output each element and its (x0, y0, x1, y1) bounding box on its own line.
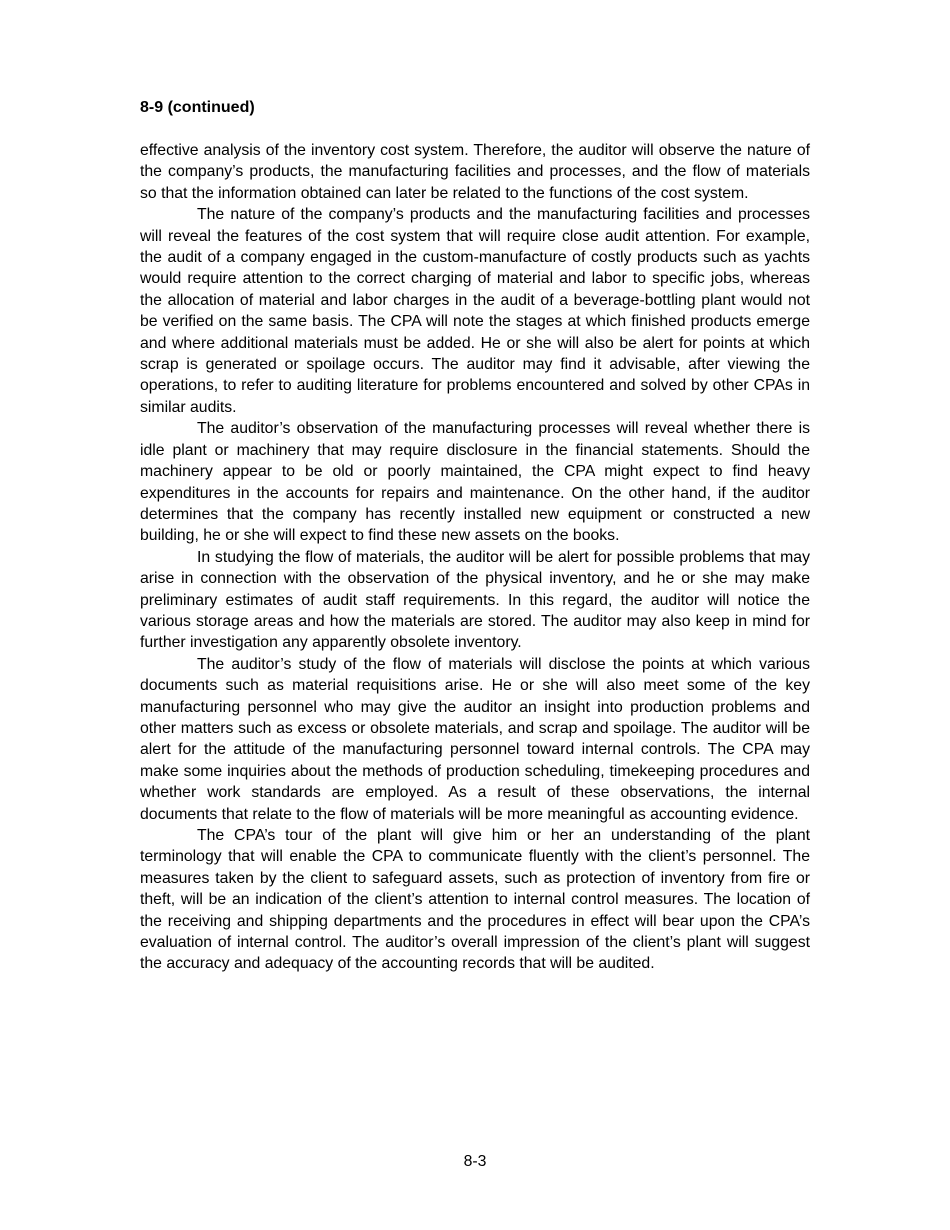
page-number: 8-3 (463, 1153, 487, 1170)
paragraph-flow-of-materials: In studying the flow of materials, the auditor will be alert for possible problems that may arise in connection with the observation of the physical inventory, and he or she may make preliminary estimates of audit staff requirements. In this regard, the auditor will notice the various storage areas and how the materials are stored. The auditor may also keep in mind for further investigation any apparently obsolete inventory. (140, 548, 810, 652)
paragraph-manufacturing-processes: The auditor’s observation of the manufacturing processes will reveal whether there is idle plant or machinery that may require disclosure in the financial statements. Should the machinery appear to be old or poorly maintained, the CPA might expect to find heavy expenditures in the accounts for repairs and maintenance. On the other hand, if the auditor determines that the company has recently installed new equipment or constructed a new building, he or she will expect to find these new assets on the books. (140, 420, 810, 545)
document-body (140, 97, 810, 975)
paragraph-continued: effective analysis of the inventory cost system. Therefore, the auditor will observe the nature of the company’s products, the manufacturing facilities and processes, and the flow of materials so that the information obtained can later be related to the functions of the cost system. (140, 142, 810, 202)
paragraph-documents-personnel: The auditor’s study of the flow of materials will disclose the points at which various documents such as material requisitions arise. He or she will also meet some of the key manufacturing personnel who may give the auditor an insight into production problems and other matters such as excess or obsolete materials, and scrap and spoilage. The auditor will be alert for the attitude of the manufacturing personnel toward internal controls. The CPA may make some inquiries about the methods of production scheduling, timekeeping procedures and whether work standards are employed. As a result of these observations, the internal documents that relate to the flow of materials will be more meaningful as accounting evidence. (140, 655, 810, 823)
paragraph-plant-tour: The CPA’s tour of the plant will give him or her an understanding of the plant terminology that will enable the CPA to communicate fluently with the client’s personnel. The measures taken by the client to safeguard assets, such as protection of inventory from fire or theft, will be an indication of the client’s attention to internal control measures. The location of the receiving and shipping departments and the procedures in effect will bear upon the CPA’s evaluation of internal control. The auditor’s overall impression of the client’s plant will suggest the accuracy and adequacy of the accounting records that will be audited. (140, 827, 810, 973)
section-heading: 8-9 (continued) (140, 99, 255, 116)
paragraph-products-facilities: The nature of the company’s products and the manufacturing facilities and processes will reveal the features of the cost system that will require close audit attention. For example, the audit of a company engaged in the custom-manufacture of costly products such as yachts would require attention to the correct charging of material and labor to specific jobs, whereas the allocation of material and labor charges in the audit of a beverage-bottling plant would not be verified on the same basis. The CPA will note the stages at which finished products emerge and where additional materials must be added. He or she will also be alert for points at which scrap is generated or spoilage occurs. The auditor may find it advisable, after viewing the operations, to refer to auditing literature for problems encountered and solved by other CPAs in similar audits. (140, 206, 810, 416)
